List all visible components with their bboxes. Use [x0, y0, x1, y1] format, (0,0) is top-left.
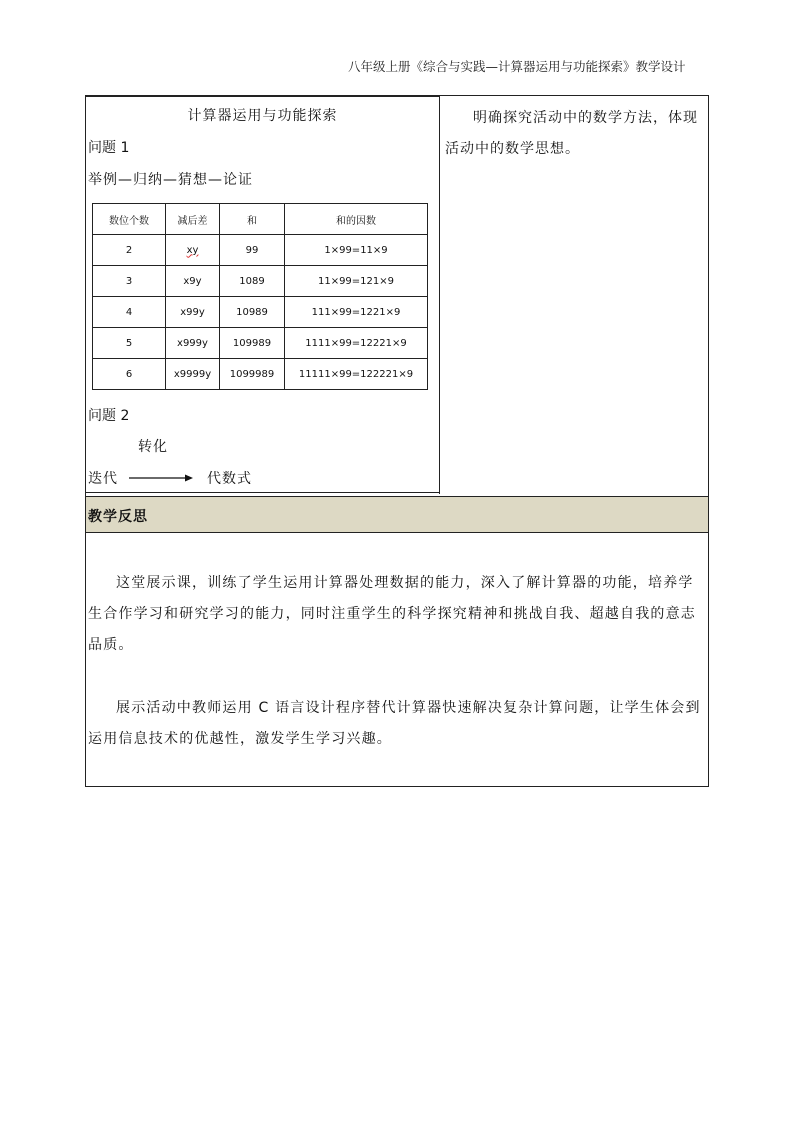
cell-sum: 99: [220, 235, 285, 266]
cell-digits: 4: [93, 297, 166, 328]
cell-difference: [166, 235, 220, 266]
inner-top-border: [86, 96, 439, 97]
problem-2-label: 问题 2: [88, 408, 130, 424]
table-row: [93, 359, 428, 390]
cell-difference: x9y: [166, 266, 220, 297]
reflection-paragraph-2: 展示活动中教师运用 C 语言设计程序替代计算器快速解决复杂计算问题，让学生体会到运用信息技术的优越性，激发学生学习兴趣。: [88, 700, 701, 747]
page-header: 八年级上册《综合与实践—计算器运用与功能探索》教学设计: [348, 59, 686, 74]
cell-difference-text: xy: [186, 244, 199, 256]
cell-sum: 109989: [220, 328, 285, 359]
cell-factors: 11×99=121×9: [285, 266, 428, 297]
cell-digits: 3: [93, 266, 166, 297]
activity-content-cell: [86, 96, 440, 494]
cell-difference: x99y: [166, 297, 220, 328]
header-factors: 和的因数: [285, 204, 428, 235]
cell-factors: 11111×99=122221×9: [285, 359, 428, 390]
cell-sum: 10989: [220, 297, 285, 328]
table-row: [93, 328, 428, 359]
design-intent-cell: [440, 96, 708, 494]
reflection-heading-row: [86, 497, 708, 533]
table-row: [93, 297, 428, 328]
method-steps: 举例—归纳—猜想—论证: [88, 172, 253, 188]
reflection-paragraph-1: 这堂展示课，训练了学生运用计算器处理数据的能力，深入了解计算器的功能，培养学生合作学习和研究学习的能力，同时注重学生的科学探究精神和挑战自我、超越自我的意志品质。: [88, 575, 696, 653]
table-header-row: [93, 204, 428, 235]
activity-row: [86, 96, 708, 497]
cell-sum: 1099989: [220, 359, 285, 390]
cell-difference: x9999y: [166, 359, 220, 390]
problem-1-label: 问题 1: [88, 140, 130, 156]
header-digits: 数位个数: [93, 204, 166, 235]
header-sum: 和: [220, 204, 285, 235]
from-label: 迭代: [88, 471, 118, 487]
cell-digits: 2: [93, 235, 166, 266]
inner-bottom-border: [86, 492, 439, 493]
digit-sum-table: [92, 203, 428, 390]
cell-factors: 111×99=1221×9: [285, 297, 428, 328]
cell-digits: 5: [93, 328, 166, 359]
table-row: [93, 266, 428, 297]
right-arrow-icon: [129, 473, 193, 483]
to-label: 代数式: [207, 471, 252, 487]
section-title: 计算器运用与功能探索: [187, 108, 338, 124]
cell-factors: 1111×99=12221×9: [285, 328, 428, 359]
table-row: [93, 235, 428, 266]
transform-label: 转化: [138, 439, 168, 455]
cell-sum: 1089: [220, 266, 285, 297]
cell-factors: 1×99=11×9: [285, 235, 428, 266]
lesson-table: [85, 95, 709, 787]
cell-digits: 6: [93, 359, 166, 390]
design-intent-text: 明确探究活动中的数学方法，体现活动中的数学思想。: [445, 110, 698, 157]
reflection-heading: 教学反思: [88, 509, 148, 525]
header-difference: 减后差: [166, 204, 220, 235]
cell-difference: x999y: [166, 328, 220, 359]
